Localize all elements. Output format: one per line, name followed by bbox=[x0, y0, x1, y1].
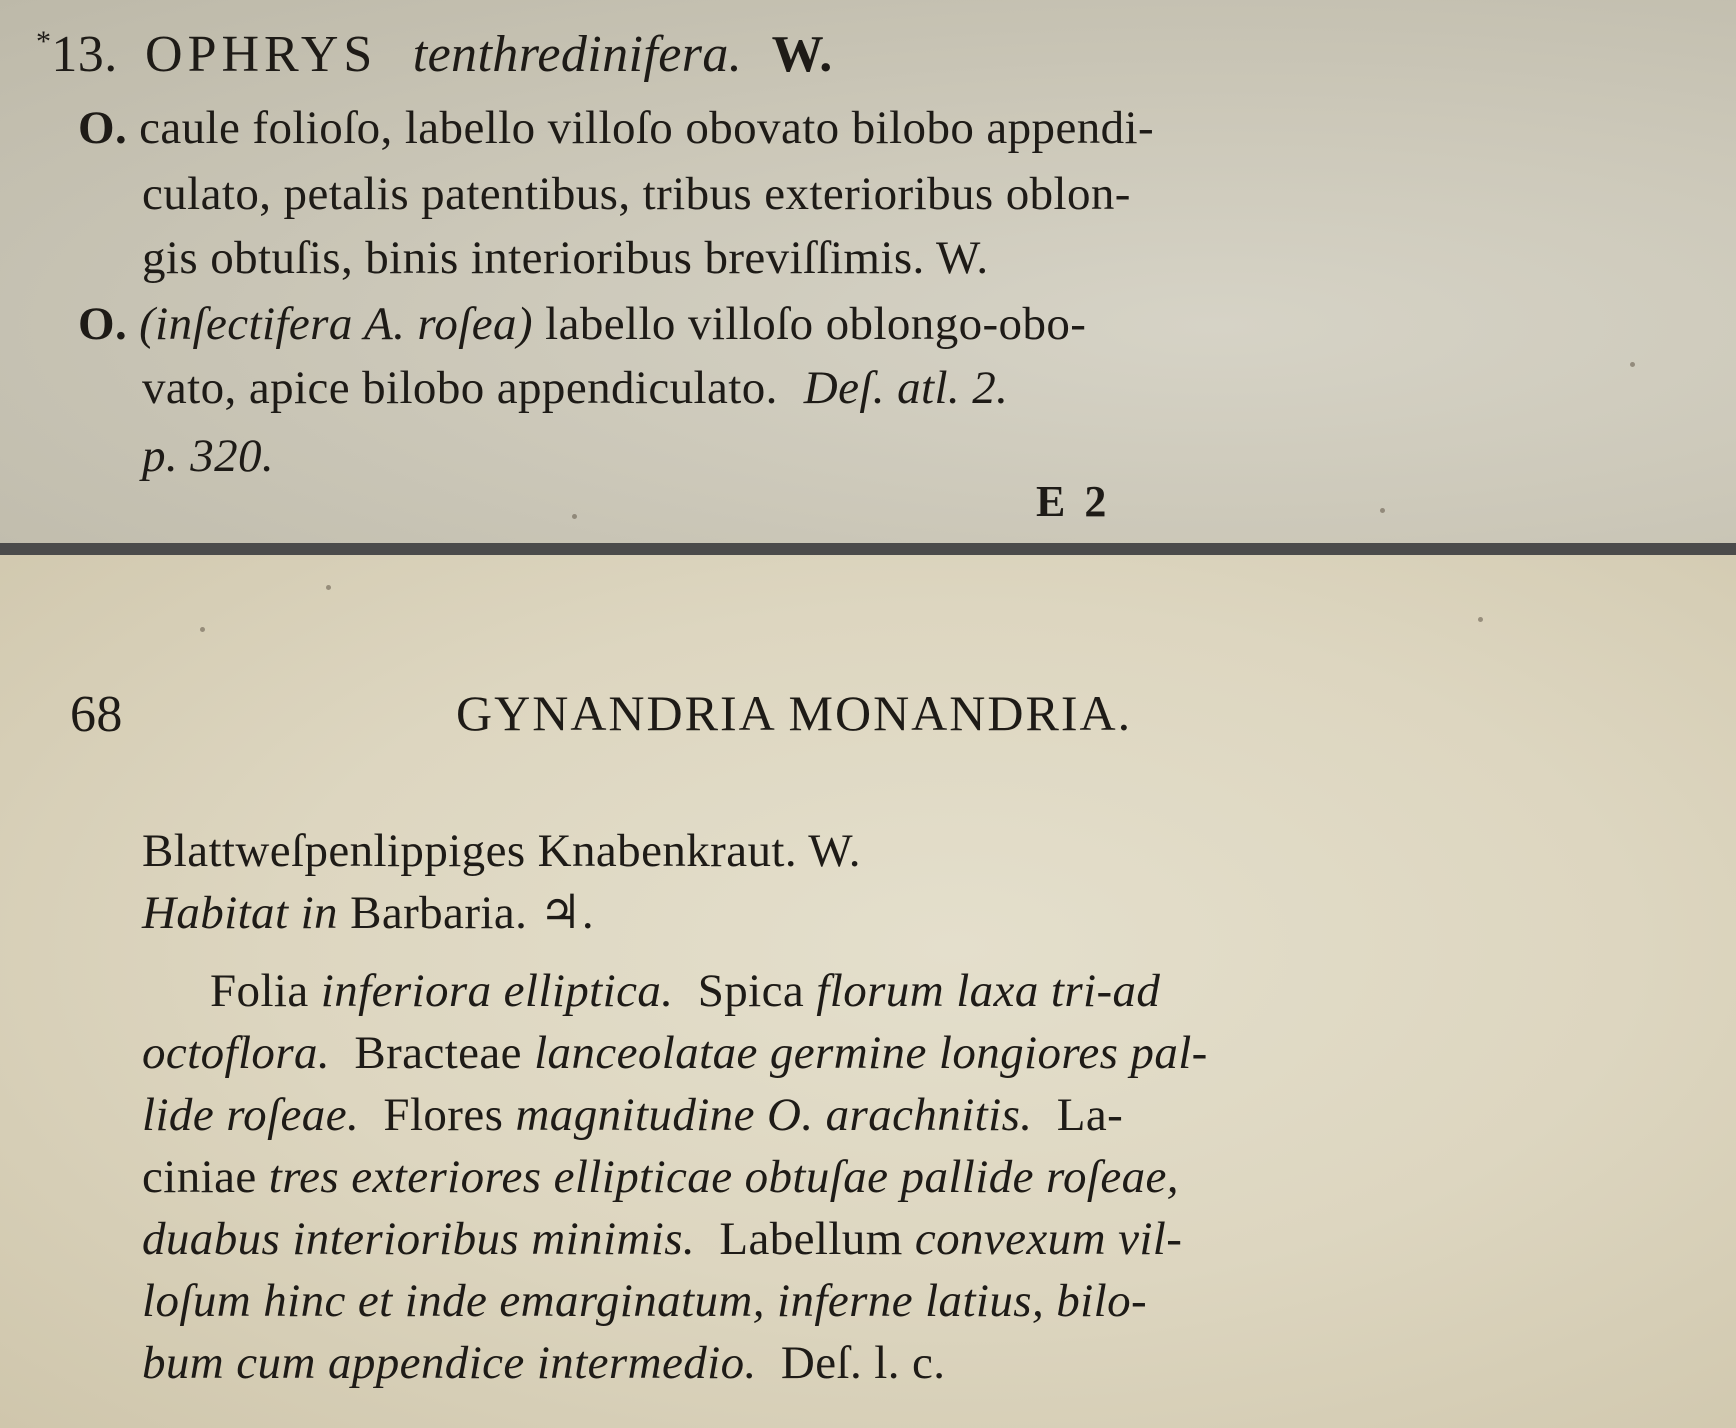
diagnosis-2-line bbox=[78, 296, 1086, 352]
description-line bbox=[142, 1273, 1147, 1329]
paper-speck bbox=[1630, 362, 1635, 367]
species-epithet: tenthredinifera. bbox=[412, 26, 743, 83]
paper-speck bbox=[200, 627, 205, 632]
signature-mark: E 2 bbox=[1036, 477, 1111, 526]
italic-run: convexum vil- bbox=[914, 1213, 1183, 1265]
description-line bbox=[142, 1149, 1179, 1205]
description-line bbox=[210, 963, 1160, 1019]
panel-divider bbox=[0, 543, 1736, 555]
italic-run: lide roſeae. bbox=[142, 1089, 360, 1141]
italic-run: loſum hinc et inde emarginatum, inferne latius, bilo- bbox=[142, 1275, 1148, 1327]
description-line bbox=[142, 1025, 1208, 1081]
italic-run: florum laxa tri-ad bbox=[816, 965, 1161, 1017]
roman-run: ciniae bbox=[142, 1151, 269, 1203]
diagnosis-2-text: labello villoſo oblongo-obo- bbox=[545, 298, 1087, 350]
italic-run: inferiora elliptica. bbox=[320, 965, 674, 1017]
description-line bbox=[142, 1211, 1182, 1267]
diagnosis-1-line bbox=[78, 100, 1154, 156]
description-line bbox=[142, 1087, 1123, 1143]
paper-speck bbox=[1380, 508, 1385, 513]
roman-run: Labellum bbox=[695, 1213, 915, 1265]
roman-run: La- bbox=[1032, 1089, 1124, 1141]
diagnosis-1-line: culato, petalis patentibus, tribus exterioribus oblon- bbox=[142, 168, 1131, 220]
top-page-excerpt bbox=[0, 0, 1736, 543]
italic-run: duabus interioribus minimis. bbox=[142, 1213, 696, 1265]
common-name: Blattweſpenlippiges Knabenkraut. W. bbox=[142, 825, 861, 877]
page-reference: p. 320. bbox=[142, 430, 275, 482]
page-number: 68 bbox=[70, 686, 123, 743]
diagnosis-1-lead: O. bbox=[78, 102, 128, 154]
habitat-place: Barbaria. ♃. bbox=[350, 887, 595, 939]
running-head: GYNANDRIA MONANDRIA. bbox=[456, 685, 1133, 741]
species-number: 13. bbox=[51, 26, 118, 83]
species-heading bbox=[36, 14, 833, 83]
roman-run: Folia bbox=[210, 965, 321, 1017]
roman-run: Bracteae bbox=[330, 1027, 535, 1079]
diagnosis-2-lead: O. bbox=[78, 298, 128, 350]
italic-run: tres exteriores ellipticae obtuſae pallide roſeae, bbox=[268, 1151, 1179, 1203]
diagnosis-2-line bbox=[142, 360, 1008, 416]
paper-speck bbox=[572, 514, 577, 519]
species-authority: W. bbox=[771, 26, 833, 83]
asterisk-mark: * bbox=[36, 25, 52, 58]
genus-name: OPHRYS bbox=[145, 26, 378, 83]
description-line bbox=[142, 1335, 945, 1391]
roman-run: Spica bbox=[673, 965, 817, 1017]
paper-speck bbox=[326, 585, 331, 590]
bottom-page-excerpt bbox=[0, 555, 1736, 1428]
italic-run: magnitudine O. arachnitis. bbox=[515, 1089, 1033, 1141]
italic-run: lanceolatae germine longiores pal- bbox=[534, 1027, 1208, 1079]
diagnosis-2-text: vato, apice bilobo appendiculato. bbox=[142, 362, 778, 414]
italic-run: bum cum appendice intermedio. bbox=[142, 1337, 757, 1389]
habitat-line bbox=[142, 885, 594, 941]
literature-reference: Deſ. atl. 2. bbox=[803, 362, 1009, 414]
diagnosis-1-text: caule folioſo, labello villoſo obovato bilobo appendi- bbox=[139, 102, 1155, 154]
roman-run: Flores bbox=[359, 1089, 516, 1141]
habitat-label: Habitat in bbox=[142, 887, 338, 939]
paper-speck bbox=[1478, 617, 1483, 622]
diagnosis-1-line: gis obtuſis, binis interioribus breviſſimis. W. bbox=[142, 232, 989, 284]
italic-run: octoflora. bbox=[142, 1027, 331, 1079]
roman-run: Deſ. l. c. bbox=[756, 1337, 946, 1389]
synonym: (inſectifera A. roſea) bbox=[139, 298, 533, 350]
